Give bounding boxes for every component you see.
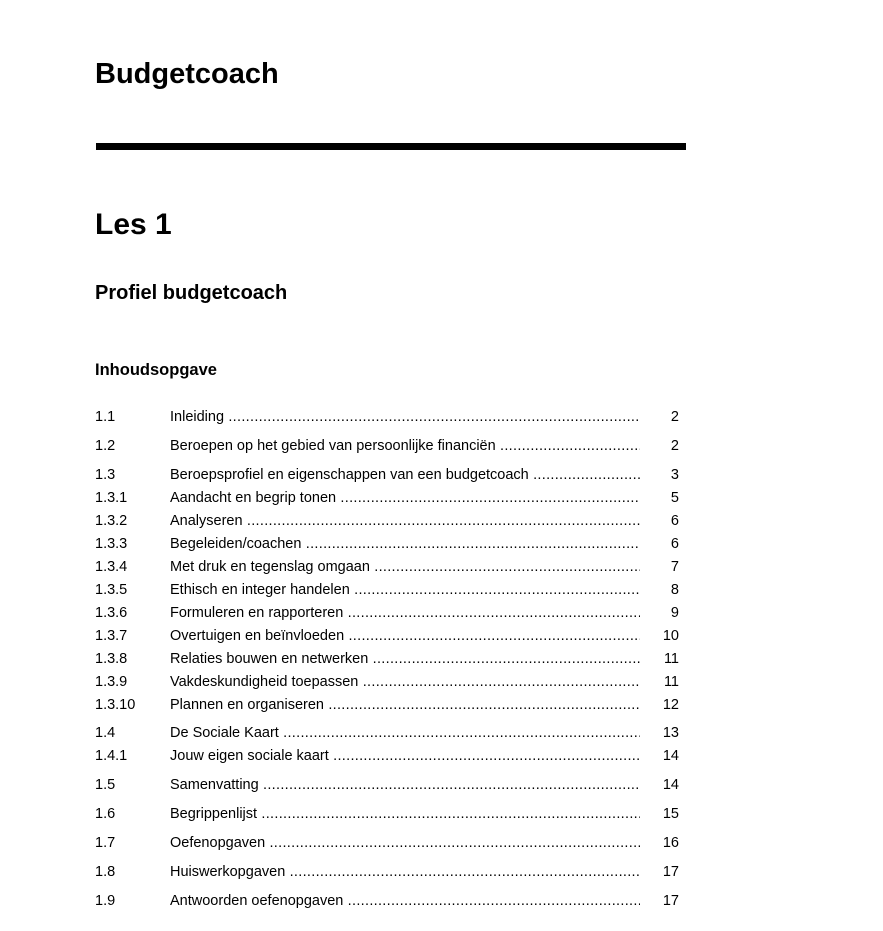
toc-entry-title: Begrippenlijst ..... — [170, 805, 640, 824]
toc-entry-number: 1.3.8 — [95, 651, 128, 667]
toc-entry-page: 6 — [670, 536, 679, 552]
toc-entry-title: Beroepsprofiel en eigenschappen van een budgetcoach ..... — [170, 466, 640, 485]
toc-entry-page: 14 — [662, 748, 679, 764]
toc-entry-number: 1.3.6 — [95, 605, 128, 621]
toc-entry-row — [95, 724, 685, 743]
toc-entry-number: 1.3.2 — [95, 513, 128, 529]
lesson-title: Les 1 — [95, 208, 172, 241]
toc-entry-row — [95, 747, 685, 766]
toc-entry-number: 1.3.10 — [95, 697, 136, 713]
toc-entry-number: 1.4.1 — [95, 748, 128, 764]
toc-entry-page: 17 — [662, 893, 679, 909]
toc-entry-title: Formuleren en rapporteren ..... — [170, 604, 640, 623]
toc-entry-row — [95, 892, 685, 911]
toc-entry-number: 1.3.1 — [95, 490, 128, 506]
toc-entry-page: 11 — [663, 674, 679, 690]
document-title: Budgetcoach — [95, 58, 279, 90]
toc-entry-number: 1.3.3 — [95, 536, 128, 552]
toc-entry-number: 1.8 — [95, 864, 116, 880]
toc-entry-row — [95, 512, 685, 531]
toc-entry-number: 1.6 — [95, 806, 116, 822]
toc-entry-row — [95, 627, 685, 646]
toc-entry-page: 16 — [662, 835, 679, 851]
toc-entry-title: Analyseren ..... — [170, 512, 640, 531]
toc-entry-page: 7 — [670, 559, 679, 575]
toc-entry-page: 8 — [670, 582, 679, 598]
lesson-subtitle: Profiel budgetcoach — [95, 282, 288, 304]
toc-entry-title: Plannen en organiseren ..... — [170, 696, 640, 715]
toc-entry-number: 1.3.4 — [95, 559, 128, 575]
toc-entry-page: 2 — [670, 438, 679, 454]
toc-entry-row — [95, 489, 685, 508]
toc-entry-row — [95, 466, 685, 485]
toc-entry-title: Relaties bouwen en netwerken ..... — [170, 650, 640, 669]
toc-entry-page: 15 — [662, 806, 679, 822]
toc-entry-number: 1.3.7 — [95, 628, 128, 644]
toc-entry-page: 5 — [670, 490, 679, 506]
toc-entry-title: Vakdeskundigheid toepassen ..... — [170, 673, 640, 692]
toc-entry-row — [95, 408, 685, 427]
toc-entry-title: Samenvatting ..... — [170, 776, 640, 795]
toc-entry-number: 1.7 — [95, 835, 116, 851]
toc-entry-title: Oefenopgaven ..... — [170, 834, 640, 853]
toc-entry-row — [95, 805, 685, 824]
toc-entry-number: 1.2 — [95, 438, 116, 454]
toc-entry-row — [95, 863, 685, 882]
toc-entry-number: 1.3.9 — [95, 674, 128, 690]
toc-entry-number: 1.3.5 — [95, 582, 128, 598]
toc-entry-row — [95, 696, 685, 715]
toc-entry-page: 13 — [662, 725, 679, 741]
toc-entry-page: 12 — [662, 697, 679, 713]
toc-entry-title: Met druk en tegenslag omgaan ..... — [170, 558, 640, 577]
toc-entry-row — [95, 437, 685, 456]
toc-entry-number: 1.5 — [95, 777, 116, 793]
toc-entry-title: Antwoorden oefenopgaven ..... — [170, 892, 640, 911]
toc-entry-page: 3 — [670, 467, 679, 483]
toc-entry-page: 11 — [663, 651, 679, 667]
toc-entry-title: Beroepen op het gebied van persoonlijke financiën ..... — [170, 437, 640, 456]
toc-entry-number: 1.9 — [95, 893, 116, 909]
toc-entry-title: Huiswerkopgaven ..... — [170, 863, 640, 882]
toc-entry-row — [95, 834, 685, 853]
toc-entry-row — [95, 776, 685, 795]
toc-entry-page: 9 — [670, 605, 679, 621]
toc-entry-title: Overtuigen en beïnvloeden ..... — [170, 627, 640, 646]
toc-entry-title: Jouw eigen sociale kaart ..... — [170, 747, 640, 766]
toc-entry-page: 2 — [670, 409, 679, 425]
toc-entry-title: Aandacht en begrip tonen ..... — [170, 489, 640, 508]
toc-entry-title: Ethisch en integer handelen ..... — [170, 581, 640, 600]
toc-heading: Inhoudsopgave — [95, 361, 217, 379]
toc-entry-number: 1.4 — [95, 725, 116, 741]
toc-entry-number: 1.1 — [95, 409, 116, 425]
toc-entry-page: 14 — [662, 777, 679, 793]
toc-entry-title: Inleiding ..... — [170, 408, 640, 427]
toc-entry-row — [95, 581, 685, 600]
toc-entry-title: De Sociale Kaart ..... — [170, 724, 640, 743]
toc-entry-page: 10 — [662, 628, 679, 644]
toc-entry-page: 6 — [670, 513, 679, 529]
toc-entry-title: Begeleiden/coachen ..... — [170, 535, 640, 554]
toc-entry-number: 1.3 — [95, 467, 116, 483]
toc-entry-page: 17 — [662, 864, 679, 880]
toc-entry-row — [95, 650, 685, 669]
toc-entry-row — [95, 604, 685, 623]
toc-entry-row — [95, 535, 685, 554]
toc-entry-row — [95, 558, 685, 577]
toc-entry-row — [95, 673, 685, 692]
